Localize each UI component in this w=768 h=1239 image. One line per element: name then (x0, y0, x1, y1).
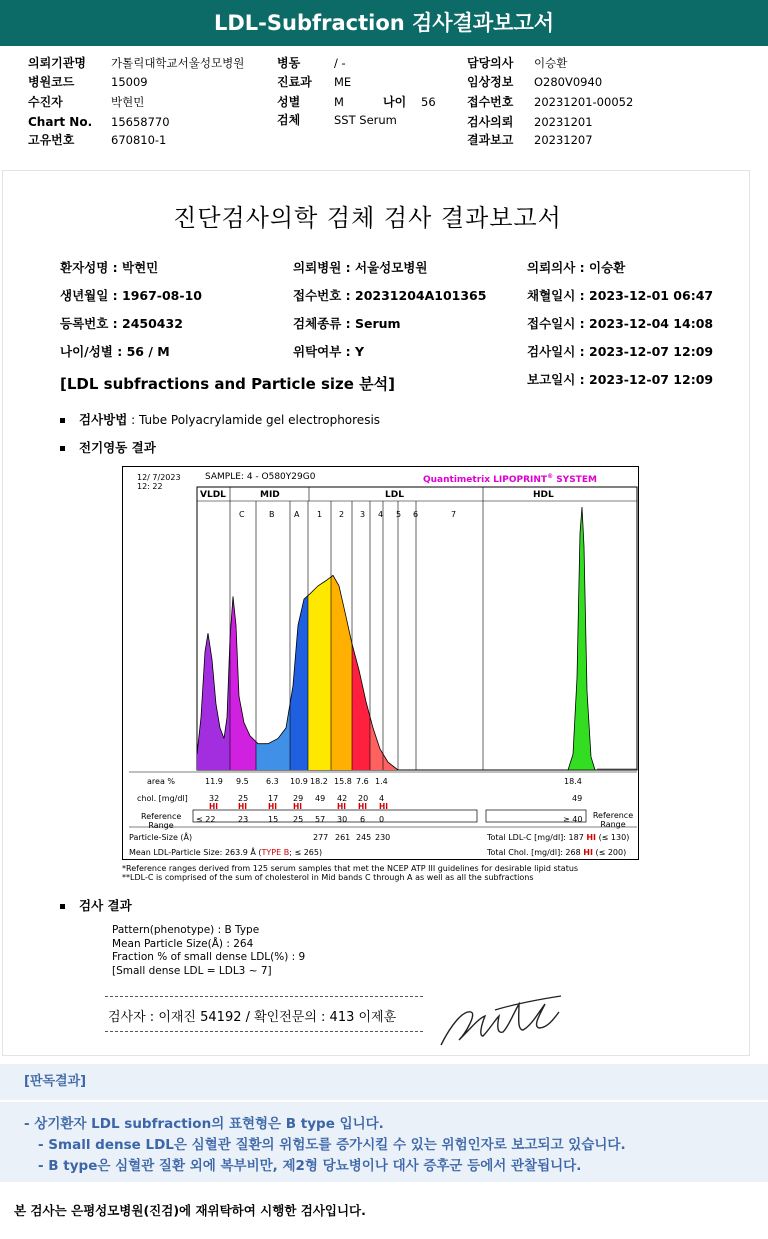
chol-value: 25 (238, 794, 249, 803)
lipoprint-chart (122, 466, 639, 860)
area-value: 1.4 (375, 777, 388, 786)
label-hospital-code: 병원코드 (28, 75, 75, 89)
reference-box (193, 810, 477, 822)
value-requesting-institution: 가톨릭대학교서울성모병원 (111, 56, 245, 70)
particle-size: 245 (356, 833, 372, 842)
brand-suffix: SYSTEM (553, 475, 597, 485)
signature-divider-bottom (105, 1031, 423, 1032)
result-mean-size: Mean Particle Size(Å) : 264 (112, 937, 254, 950)
row-label-particle-size: Particle-Size (Å) (129, 833, 193, 842)
area-value: 15.8 (334, 777, 352, 786)
area-value: 18.4 (564, 777, 582, 786)
interpretation-line: - B type은 심혈관 질환 외에 복부비만, 제2형 당뇨병이나 대사 증후군 등에서 관찰됩니다. (38, 1158, 582, 1174)
electro-label: 전기영동 결과 (79, 440, 156, 455)
particle-size: 261 (335, 833, 351, 842)
chart-notes (122, 864, 578, 882)
ref-value: 15 (268, 815, 279, 824)
band-label-c: C (239, 510, 245, 519)
chol-value: 49 (572, 794, 583, 803)
result-block (112, 924, 305, 978)
ldl2-area (331, 575, 352, 770)
value-specimen: SST Serum (334, 113, 397, 127)
method-line (60, 410, 380, 428)
label-age: 나이 (383, 95, 407, 109)
result-definition: [Small dense LDL = LDL3 ~ 7] (112, 964, 272, 977)
total-chol (487, 848, 626, 857)
hi-flag: HI (268, 802, 278, 811)
label-ward: 병동 (277, 56, 301, 70)
method-label: 검사방법 (79, 412, 128, 427)
report-document-title: 진단검사의학 검체 검사 결과보고서 (173, 204, 562, 232)
registration-number: 등록번호 : 2450432 (60, 316, 183, 331)
band-label-1: 1 (317, 510, 323, 519)
band-label-7: 7 (451, 510, 457, 519)
receipt-datetime: 접수일시 : 2023-12-04 14:08 (527, 316, 714, 331)
ref-value: ≤ 22 (196, 815, 216, 824)
band-label-3: 3 (360, 510, 366, 519)
group-label-ldl: LDL (385, 490, 404, 500)
interpretation-title: [판독결과] (0, 1064, 768, 1100)
brand-mark: ® (547, 473, 554, 480)
value-patient: 박현민 (111, 95, 145, 109)
area-value: 6.3 (266, 777, 279, 786)
hi-flag: HI (379, 802, 389, 811)
signature-line: 검사자 : 이재진 54192 / 확인전문의 : 413 이제훈 (108, 1010, 397, 1025)
test-datetime: 검사일시 : 2023-12-07 12:09 (527, 344, 714, 359)
label-chart-no: Chart No. (28, 115, 93, 129)
chol-value: 42 (337, 794, 348, 803)
hi-flag: HI (358, 802, 368, 811)
type-tag: TYPE B (261, 848, 290, 857)
ldl4-area (370, 717, 398, 770)
mean-size-value: 263.9 Å (224, 848, 256, 857)
interpretation-block (0, 1102, 768, 1182)
area-value: 7.6 (356, 777, 369, 786)
row-label-mean-size: Mean LDL-Particle Size: 263.9 Å (TYPE B; ≤ 265) (129, 848, 323, 857)
label-requesting-institution: 의뢰기관명 (28, 56, 86, 70)
plot-frame (197, 487, 637, 770)
value-age: 56 (421, 95, 436, 109)
ref-value: 57 (315, 815, 326, 824)
hi-flag: HI (209, 802, 219, 811)
value-test-request: 20231201 (534, 115, 593, 129)
chol-value: 32 (209, 794, 220, 803)
mean-size-label: Mean LDL-Particle Size: (129, 848, 223, 857)
requesting-hospital: 의뢰병원 : 서울성모병원 (293, 260, 428, 275)
label-department: 진료과 (277, 75, 312, 89)
chol-value: 4 (379, 794, 385, 803)
header-info (0, 50, 768, 154)
hi-flag: HI (583, 848, 593, 857)
label-attending-physician: 담당의사 (467, 56, 514, 70)
chart-date: 12/ 7/2023 (137, 473, 181, 482)
chart-sample: SAMPLE: 4 - O580Y29G0 (205, 472, 316, 482)
value-attending-physician: 이승환 (534, 56, 568, 70)
band-label-a: A (294, 510, 300, 519)
interpretation-line: - Small dense LDL은 심혈관 질환의 위험도를 증가시킬 수 있는 위험인자로 보고되고 있습니다. (38, 1137, 626, 1153)
row-label-area: area % (147, 777, 175, 786)
value-hospital-code: 15009 (111, 75, 148, 89)
label-patient: 수진자 (28, 95, 63, 109)
total-ldl-ref: (≤ 130) (598, 833, 630, 842)
label-result-report: 결과보고 (467, 133, 514, 147)
note-line: **LDL-C is comprised of the sum of cholesterol in Mid bands C through A as well as all the subfractions (122, 873, 534, 882)
particle-size: 277 (313, 833, 329, 842)
area-value: 18.2 (310, 777, 328, 786)
value-result-report: 20231207 (534, 133, 593, 147)
label-test-request: 검사의뢰 (467, 115, 514, 129)
age-sex: 나이/성별 : 56 / M (60, 344, 170, 359)
brand-name: Quantimetrix LIPOPRINT (423, 475, 548, 485)
group-label-hdl: HDL (533, 490, 554, 500)
collection-datetime: 채혈일시 : 2023-12-01 06:47 (527, 288, 714, 303)
hi-flag: HI (238, 802, 248, 811)
chol-value: 20 (358, 794, 369, 803)
specimen-type: 검체종류 : Serum (293, 316, 401, 331)
bullet-square-icon (60, 446, 65, 451)
band-label-6: 6 (413, 510, 419, 519)
group-label-mid: MID (260, 490, 280, 500)
hi-flag: HI (337, 802, 347, 811)
ref-value: 6 (360, 815, 366, 824)
report-title-bar (0, 0, 768, 46)
outsourced: 위탁여부 : Y (293, 344, 365, 359)
hi-flag: HI (293, 802, 303, 811)
value-ward: / - (334, 56, 346, 70)
handwritten-signature (435, 990, 565, 1052)
particle-size: 230 (375, 833, 391, 842)
area-value: 10.9 (290, 777, 308, 786)
type-rest: ; ≤ 265 (289, 848, 319, 857)
area-value: 9.5 (236, 777, 249, 786)
value-sex: M (334, 95, 344, 109)
report-title: LDL-Subfraction 검사결과보고서 (213, 11, 555, 35)
row-label-chol: chol. [mg/dl] (137, 794, 188, 803)
interpretation-line: - 상기환자 LDL subfraction의 표현형은 B type 입니다. (24, 1116, 384, 1132)
value-department: ME (334, 75, 352, 89)
accession-number: 접수번호 : 20231204A101365 (293, 288, 487, 303)
hdl-peak (568, 507, 595, 770)
value-unique-id: 670810-1 (111, 133, 167, 147)
value-accession-no: 20231201-00052 (534, 95, 634, 109)
total-ldl-value: Total LDL-C [mg/dl]: 187 (487, 833, 584, 842)
chol-value: 29 (293, 794, 304, 803)
band-label-4: 4 (378, 510, 384, 519)
total-chol-value: Total Chol. [mg/dl]: 268 (487, 848, 581, 857)
chol-value: 17 (268, 794, 279, 803)
mid-c-area (230, 596, 256, 770)
total-chol-ref: (≤ 200) (595, 848, 627, 857)
mid-b-area (256, 704, 290, 770)
band-label-2: 2 (339, 510, 345, 519)
note-line: *Reference ranges derived from 125 serum samples that met the NCEP ATP III guidelines for desirable lipid status (122, 864, 579, 873)
row-label-reference: Reference Range (141, 812, 182, 830)
label-unique-id: 고유번호 (28, 133, 75, 147)
requesting-physician: 의뢰의사 : 이승환 (527, 260, 626, 275)
area-value: 11.9 (205, 777, 223, 786)
result-fraction: Fraction % of small dense LDL(%) : 9 (112, 951, 306, 963)
ref-value: 23 (238, 815, 249, 824)
ref-value: ≥ 40 (563, 815, 583, 824)
label-sex: 성별 (277, 95, 301, 109)
result-line (60, 896, 132, 914)
hi-flag: HI (586, 833, 597, 842)
bullet-square-icon (60, 418, 65, 423)
signature-divider-top (105, 996, 423, 997)
ref-value: 30 (337, 815, 348, 824)
band-label-5: 5 (396, 510, 402, 519)
label-accession-no: 접수번호 (467, 95, 514, 109)
birth-date: 생년월일 : 1967-08-10 (60, 288, 202, 303)
label-specimen: 검체 (277, 113, 301, 127)
result-label: 검사 결과 (79, 898, 132, 913)
ldl1-area (308, 577, 331, 770)
electro-line (60, 438, 156, 456)
chol-value: 49 (315, 794, 326, 803)
chart-time: 12: 22 (137, 482, 163, 491)
group-label-vldl: VLDL (200, 490, 226, 500)
patient-name: 환자성명 : 박현민 (60, 260, 159, 275)
footer-note: 본 검사는 은평성모병원(진검)에 재위탁하여 시행한 검사입니다. (14, 1203, 366, 1218)
analysis-section-title: [LDL subfractions and Particle size 분석] (60, 375, 396, 393)
result-pattern: Pattern(phenotype) : B Type (112, 924, 260, 936)
bullet-square-icon (60, 904, 65, 909)
value-chart-no: 15658770 (111, 115, 170, 129)
total-ldl (487, 833, 629, 842)
ref-right-label: Reference Range (592, 811, 634, 829)
report-datetime: 보고일시 : 2023-12-07 12:09 (527, 372, 714, 387)
method-value: : Tube Polyacrylamide gel electrophoresis (127, 413, 381, 427)
band-label-b: B (269, 510, 275, 519)
value-clinical-info: O280V0940 (534, 75, 603, 89)
ref-value: 0 (379, 815, 385, 824)
ref-value: 25 (293, 815, 304, 824)
label-clinical-info: 임상정보 (467, 75, 514, 89)
